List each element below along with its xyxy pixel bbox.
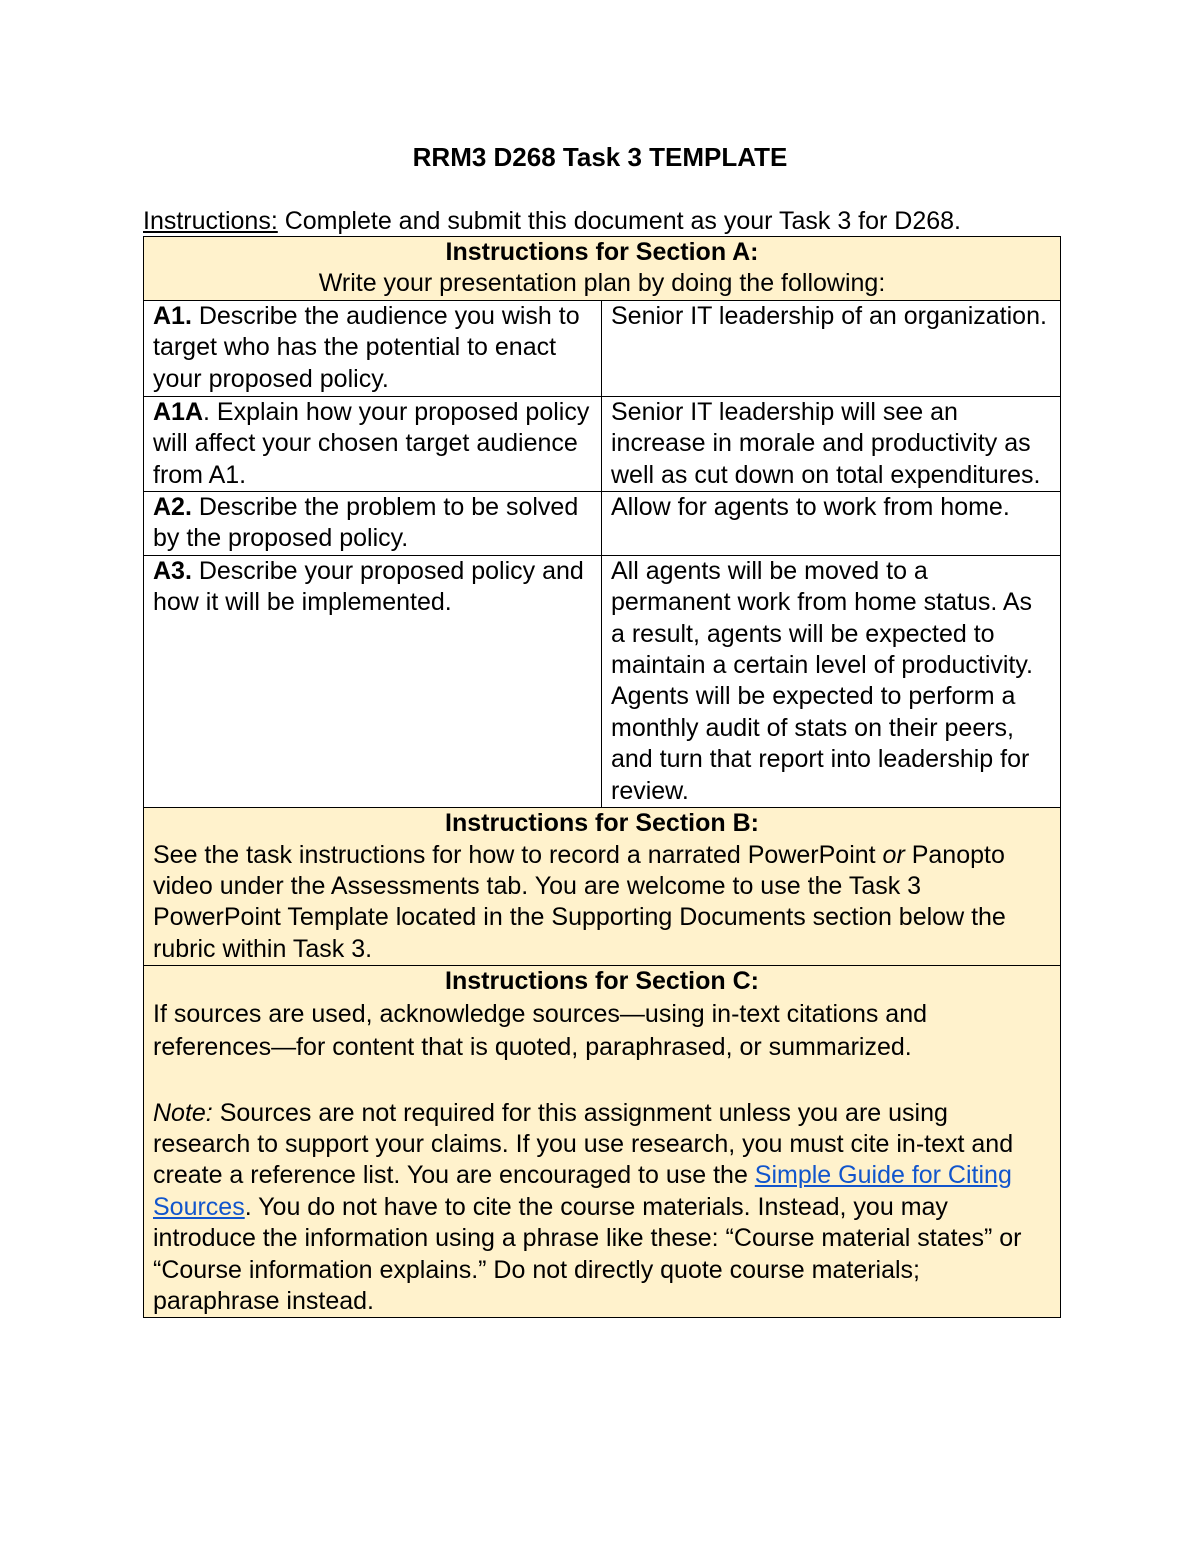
- section-a-header-row: [144, 237, 1061, 301]
- section-a-heading: Instructions for Section A:: [445, 238, 759, 266]
- section-c-cell: [144, 966, 1061, 1318]
- section-c-paragraph: If sources are used, acknowledge sources—using in-text citations and references—for content that is quoted, paraphrased, or summarized.: [153, 999, 928, 1061]
- row-prompt: Describe the audience you wish to target who has the potential to enact your proposed policy.: [153, 301, 580, 393]
- row-prompt: Describe your proposed policy and how it will be implemented.: [153, 556, 584, 617]
- section-b-text-or: or: [882, 840, 905, 869]
- row-prompt: . Explain how your proposed policy will affect your chosen target audience from A1.: [153, 397, 590, 489]
- row-code: A2.: [153, 493, 192, 522]
- section-b-text-1: See the task instructions for how to record a narrated PowerPoint: [153, 840, 883, 869]
- table-row-a1: [144, 300, 1061, 396]
- answer-cell-a1[interactable]: [602, 300, 1061, 396]
- note-text-2: . You do not have to cite the course materials. Instead, you may introduce the information using a phrase like these: “Course material states” or “Course information explains.” Do not directly quote course materials; paraphrase instead.: [153, 1192, 1022, 1315]
- answer-cell-a2[interactable]: [602, 492, 1061, 556]
- row-answer: All agents will be moved to a permanent work from home status. As a result, agents will be expected to maintain a certain level of productivity. Agents will be expected to perform a monthly audit of stats on their peers, and turn that report into leadership for review.: [611, 556, 1033, 805]
- section-b-cell: [144, 808, 1061, 966]
- row-code: A1A: [153, 397, 204, 426]
- prompt-cell-a3: [144, 555, 602, 807]
- section-c-heading: Instructions for Section C:: [445, 967, 759, 996]
- row-code: A1.: [153, 301, 192, 330]
- answer-cell-a1a[interactable]: [602, 396, 1061, 491]
- instructions-line: [143, 205, 961, 237]
- table-row-a2: [144, 492, 1061, 556]
- note-label: Note:: [153, 1098, 213, 1127]
- note-text-1: Sources are not required for this assignment unless you are using research to support your claims. If you use research, you must cite in-text and create a reference list. You are encouraged to use the: [153, 1098, 1014, 1190]
- row-answer: Senior IT leadership of an organization.: [611, 301, 1047, 330]
- section-b-row: [144, 808, 1061, 966]
- section-b-text-2: Panopto video under the Assessments tab. You are welcome to use the Task 3 PowerPoint Template located in the Supporting Documents section below the rubric within Task 3.: [153, 840, 1006, 963]
- citing-guide-link[interactable]: Simple Guide for Citing Sources: [153, 1161, 1012, 1221]
- row-answer: Senior IT leadership will see an increase in morale and productivity as well as cut down on total expenditures.: [611, 397, 1041, 489]
- table-row-a3: [144, 555, 1061, 807]
- row-answer: Allow for agents to work from home.: [611, 493, 1010, 522]
- section-c-row: [144, 966, 1061, 1318]
- document-title: RRM3 D268 Task 3 TEMPLATE: [412, 142, 788, 172]
- prompt-cell-a1: [144, 300, 602, 396]
- template-table: [143, 236, 1061, 1318]
- paragraph-gap: [153, 1064, 1051, 1098]
- prompt-cell-a1a: [144, 396, 602, 491]
- row-prompt: Describe the problem to be solved by the proposed policy.: [153, 493, 579, 553]
- prompt-cell-a2: [144, 492, 602, 556]
- section-b-heading: Instructions for Section B:: [445, 809, 759, 838]
- row-code: A3.: [153, 556, 192, 585]
- section-a-subheading: Write your presentation plan by doing the following:: [318, 269, 886, 298]
- instructions-label: Instructions:: [143, 207, 278, 235]
- table-row-a1a: [144, 396, 1061, 491]
- section-a-header-cell: [144, 237, 1061, 301]
- section-c-note: [153, 1098, 1051, 1318]
- answer-cell-a3[interactable]: [602, 555, 1061, 807]
- instructions-text: Complete and submit this document as your Task 3 for D268.: [277, 207, 961, 235]
